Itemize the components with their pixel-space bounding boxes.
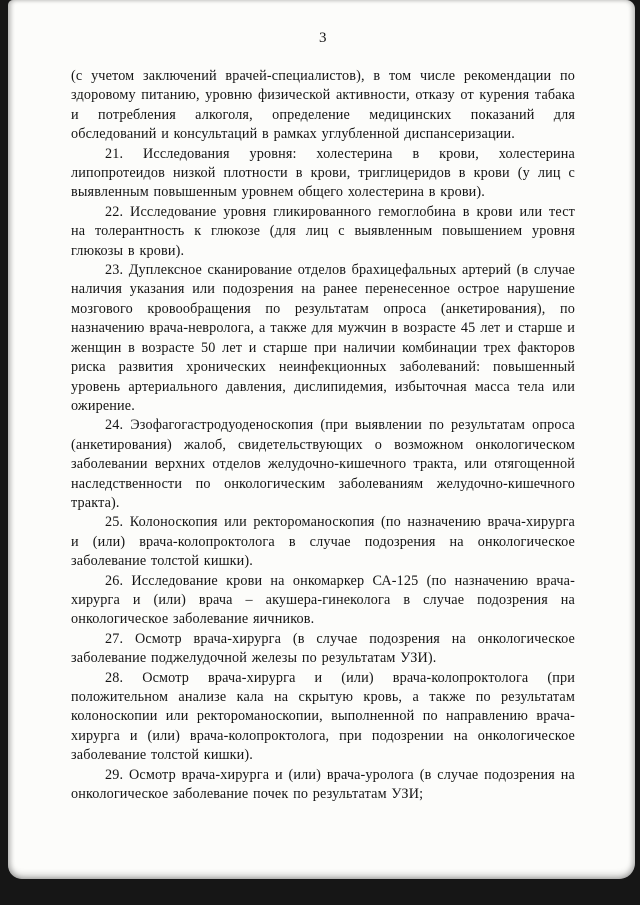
paragraph: 26. Исследование крови на онкомаркер СА-125 (по назначению врача-хирурга и (или) врача – акушера-гинеколога в случае подозрения на онкологическое заболевание яичников. bbox=[71, 572, 575, 628]
paragraph: 28. Осмотр врача-хирурга и (или) врача-колопроктолога (при положительном анализе кала на скрытую кровь, а также по результатам колоноскопии или ректороманоскопии, выполненной по направлению врача-хирурга и (или) врача-колопроктолога, при подозрении на онкологическое заболевание толстой кишки). bbox=[71, 669, 575, 764]
page-content bbox=[71, 67, 575, 804]
page-body bbox=[8, 0, 635, 824]
paragraph: (с учетом заключений врачей-специалистов), в том числе рекомендации по здоровому питанию, уровню физической активности, отказу от курения табака и потребления алкоголя, определение медицинских показаний для обследований и консультаций в рамках углубленной диспансеризации. bbox=[71, 68, 575, 143]
paragraph: 22. Исследование уровня гликированного гемоглобина в крови или тест на толерантность к глюкозе (для лиц с выявленным повышением уровня глюкозы в крови). bbox=[71, 203, 575, 259]
page-number: 3 bbox=[319, 30, 327, 46]
document-page bbox=[8, 0, 635, 879]
paragraph: 25. Колоноскопия или ректороманоскопия (по назначению врача-хирурга и (или) врача-колопроктолога в случае подозрения на онкологическое заболевание толстой кишки). bbox=[71, 514, 575, 570]
paragraph: 29. Осмотр врача-хирурга и (или) врача-уролога (в случае подозрения на онкологическое заболевание почек по результатам УЗИ; bbox=[71, 766, 575, 803]
paragraph: 24. Эзофагогастродуоденоскопия (при выявлении по результатам опроса (анкетирования) жалоб, свидетельствующих о возможном онкологическом заболевании верхних отделов желудочно-кишечного тракта, или отягощенной наследственности по онкологическим заболеваниям желудочно-кишечного тракта). bbox=[71, 417, 575, 511]
paragraph: 21. Исследования уровня: холестерина в крови, холестерина липопротеидов низкой плотности в крови, триглицеридов в крови (у лиц с выявленным повышенным уровнем общего холестерина в крови). bbox=[71, 145, 575, 201]
paragraph: 27. Осмотр врача-хирурга (в случае подозрения на онкологическое заболевание поджелудочной железы по результатам УЗИ). bbox=[71, 630, 575, 667]
paragraph: 23. Дуплексное сканирование отделов брахицефальных артерий (в случае наличия указания или подозрения на ранее перенесенное острое нарушение мозгового кровообращения по результатам опроса (анкетирования), по назначению врача-невролога, а также для мужчин в возрасте 45 лет и старше и женщин в возрасте 50 лет и старше при наличии комбинации трех факторов риска развития хронических неинфекционных заболеваний: повышенный уровень артериального давления, дислипидемия, избыточная масса тела или ожирение. bbox=[71, 262, 575, 414]
